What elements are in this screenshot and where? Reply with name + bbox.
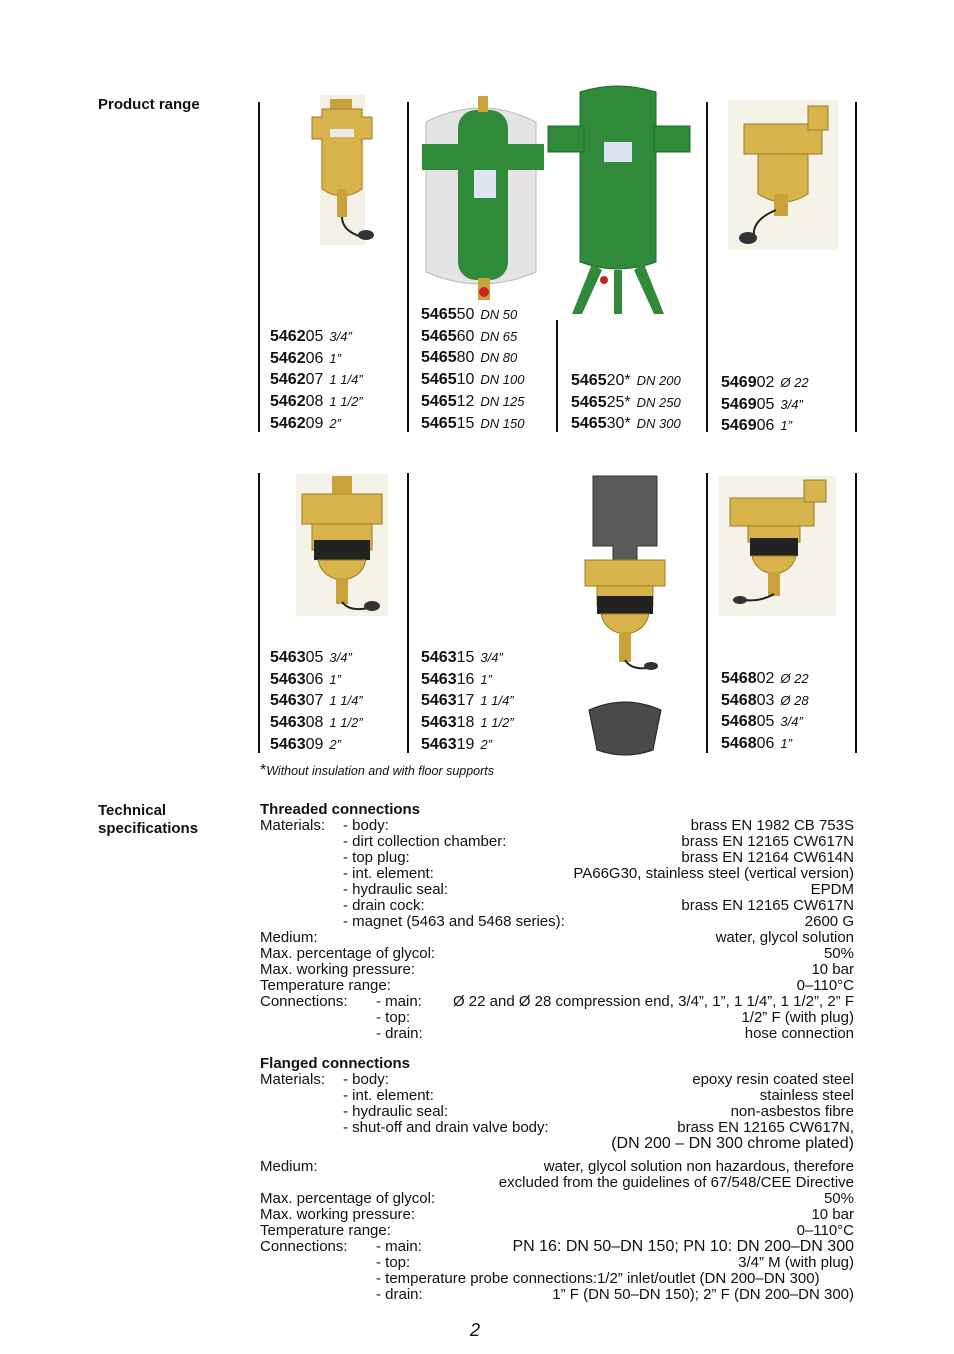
code-size: 1 1/4” xyxy=(329,372,363,388)
flanged-title: Flanged connections xyxy=(260,1055,411,1072)
spec-line xyxy=(260,946,854,962)
code-suffix: 15 xyxy=(456,649,475,666)
code-list-5462 xyxy=(270,326,363,435)
code-suffix: 08 xyxy=(305,714,324,732)
spec-value: brass EN 12165 CW617N xyxy=(681,897,854,914)
code-prefix: 5468 xyxy=(721,735,757,753)
code-size: 3/4” xyxy=(780,396,803,412)
code-prefix: 5468 xyxy=(721,670,757,687)
code-prefix: 5465 xyxy=(421,414,457,432)
code-size: Ø 22 xyxy=(780,671,809,686)
code-size: DN 250 xyxy=(636,394,681,410)
code-size: DN 200 xyxy=(636,373,681,388)
code-size: 1 1/2” xyxy=(329,394,363,410)
spec-line xyxy=(260,818,854,834)
product-range-label: Product range xyxy=(98,96,200,113)
code-size: DN 125 xyxy=(480,393,525,409)
code-size: 1” xyxy=(329,671,341,687)
code-prefix: 5463 xyxy=(270,735,306,753)
code-prefix: 5468 xyxy=(721,691,757,709)
code-prefix: 5465 xyxy=(421,306,457,323)
code-prefix: 5463 xyxy=(270,692,306,710)
spec-label: Max. working pressure: xyxy=(260,1206,416,1223)
medium-value-2: excluded from the guidelines of 67/548/CEE Directive xyxy=(498,1174,854,1191)
code-prefix: 5465 xyxy=(421,371,457,389)
spec-line xyxy=(260,1271,854,1287)
code-size: 1 1/4” xyxy=(329,693,363,709)
code-size: 1 1/2” xyxy=(480,715,514,731)
spec-line xyxy=(260,1088,854,1104)
spec-value: PA66G30, stainless steel (vertical version) xyxy=(573,865,854,882)
dirt-separator-flanged-insulated-image xyxy=(418,92,548,304)
code-suffix: 17 xyxy=(456,692,475,710)
code-size: 1” xyxy=(480,671,492,687)
code-size: 3/4” xyxy=(480,650,503,665)
product-code-row xyxy=(721,711,809,733)
magnetic-dirt-separator-5463-image xyxy=(296,474,388,616)
spec-value: Ø 22 and Ø 28 compression end, 3/4”, 1”, 1 1/4”, 1 1/2”, 2” F xyxy=(452,993,854,1010)
spec-value: 1/2” F (with plug) xyxy=(741,1009,854,1026)
conn-top-value: 3/4” M (with plug) xyxy=(738,1254,854,1271)
spec-label: Medium: xyxy=(260,929,318,946)
code-prefix: 5462 xyxy=(270,414,306,432)
divider xyxy=(556,320,558,432)
conn-drain-label: - drain: xyxy=(376,1286,423,1303)
code-prefix: 5465 xyxy=(571,372,607,389)
conn-probe: - temperature probe connections:1/2” inlet/outlet (DN 200–DN 300) xyxy=(376,1270,820,1287)
code-suffix: 50 xyxy=(456,306,475,323)
code-size: DN 50 xyxy=(480,307,518,322)
spec-sublabel: - shut-off and drain valve body: xyxy=(343,1119,549,1136)
code-prefix: 5465 xyxy=(571,393,607,411)
spec-sublabel: - int. element: xyxy=(343,1087,434,1104)
spec-line xyxy=(260,1223,854,1239)
flanged-materials xyxy=(260,1072,854,1136)
spec-label: Materials: xyxy=(260,817,326,834)
spec-sublabel: - body: xyxy=(343,1071,389,1088)
code-suffix: 09 xyxy=(305,414,324,432)
code-prefix: 5463 xyxy=(270,670,306,688)
code-prefix: 5462 xyxy=(270,328,306,345)
spec-value: 2600 G xyxy=(804,913,854,930)
spec-line xyxy=(260,914,854,930)
product-code-row xyxy=(571,370,681,392)
code-suffix: 08 xyxy=(305,393,324,411)
conn-drain-value: 1” F (DN 50–DN 150); 2” F (DN 200–DN 300) xyxy=(552,1286,854,1303)
code-prefix: 5465 xyxy=(421,327,457,345)
product-code-row xyxy=(421,413,524,435)
divider xyxy=(407,473,409,753)
code-suffix: 06 xyxy=(756,417,775,435)
code-prefix: 5463 xyxy=(421,649,457,666)
product-code-row xyxy=(270,734,363,756)
spec-value: epoxy resin coated steel xyxy=(692,1071,854,1088)
spec-line xyxy=(260,994,854,1010)
divider xyxy=(407,102,409,432)
code-suffix: 19 xyxy=(456,735,475,753)
code-size: 3/4” xyxy=(329,329,352,344)
divider xyxy=(855,102,857,432)
code-suffix: 18 xyxy=(456,714,475,732)
page-number: 2 xyxy=(470,1320,481,1340)
spec-line xyxy=(260,1104,854,1120)
spec-value: 50% xyxy=(823,945,854,962)
spec-line xyxy=(260,1159,854,1175)
code-suffix: 30* xyxy=(606,415,631,433)
spec-sublabel: - dirt collection chamber: xyxy=(343,833,507,850)
spec-value: EPDM xyxy=(810,881,854,898)
spec-value: brass EN 12165 CW617N xyxy=(681,833,854,850)
code-prefix: 5463 xyxy=(421,670,457,688)
spec-sublabel: - main: xyxy=(376,993,422,1010)
spec-value: brass EN 12165 CW617N, xyxy=(677,1119,854,1136)
product-code-row xyxy=(270,690,363,712)
code-prefix: 5462 xyxy=(270,371,306,389)
product-code-row xyxy=(270,326,363,348)
product-code-row xyxy=(421,734,514,756)
code-size: 2” xyxy=(480,736,492,752)
product-code-row xyxy=(721,690,809,712)
spec-sublabel: - magnet (5463 and 5468 series): xyxy=(343,913,565,930)
code-list-5465-large xyxy=(571,370,681,435)
product-code-row xyxy=(421,712,514,734)
spec-sublabel: - hydraulic seal: xyxy=(343,881,449,898)
code-prefix: 5465 xyxy=(421,349,457,367)
code-size: 2” xyxy=(329,736,341,752)
footnote xyxy=(260,762,494,780)
product-code-row xyxy=(270,369,363,391)
spec-label: Max. working pressure: xyxy=(260,961,416,978)
code-size: 1” xyxy=(329,350,341,366)
spec-line xyxy=(260,1175,854,1191)
product-code-row xyxy=(270,413,363,435)
code-suffix: 25* xyxy=(606,393,631,411)
spec-line xyxy=(260,1191,854,1207)
medium-value-1: water, glycol solution non hazardous, therefore xyxy=(543,1158,854,1175)
conn-main-value: PN 16: DN 50–DN 150; PN 10: DN 200–DN 300 xyxy=(512,1238,854,1255)
code-prefix: 5463 xyxy=(270,649,306,666)
code-suffix: 06 xyxy=(305,349,324,367)
code-size: 1 1/4” xyxy=(480,693,514,709)
code-suffix: 80 xyxy=(456,349,475,367)
code-prefix: 5468 xyxy=(721,713,757,731)
spec-line xyxy=(260,834,854,850)
spec-sublabel: - drain: xyxy=(376,1025,423,1042)
spec-label: Max. percentage of glycol: xyxy=(260,945,436,962)
product-code-row xyxy=(421,326,524,348)
spec-sublabel: - int. element: xyxy=(343,865,434,882)
divider xyxy=(855,473,857,753)
code-prefix: 5462 xyxy=(270,349,306,367)
code-size: DN 65 xyxy=(480,328,518,344)
product-code-row xyxy=(270,647,363,669)
code-suffix: 10 xyxy=(456,371,475,389)
divider xyxy=(706,473,708,753)
code-size: Ø 22 xyxy=(780,375,809,390)
code-size: DN 80 xyxy=(480,350,518,366)
flanged-connections-spec xyxy=(260,1056,854,1303)
conn-top-label: - top: xyxy=(376,1254,411,1271)
threaded-lines xyxy=(260,818,854,1042)
spec-value: 0–110°C xyxy=(796,977,854,994)
product-code-row xyxy=(571,413,681,435)
product-code-row xyxy=(421,304,524,326)
code-size: 1” xyxy=(780,736,792,752)
code-suffix: 12 xyxy=(456,392,475,410)
code-suffix: 05 xyxy=(756,395,775,413)
code-size: Ø 28 xyxy=(780,692,809,708)
product-code-row xyxy=(721,415,809,437)
code-size: DN 300 xyxy=(636,416,681,432)
code-size: DN 150 xyxy=(480,415,525,431)
code-suffix: 02 xyxy=(756,670,775,687)
code-prefix: 5465 xyxy=(571,415,607,433)
code-size: 1 1/2” xyxy=(329,715,363,731)
code-suffix: 05 xyxy=(305,328,324,345)
spec-sublabel: - hydraulic seal: xyxy=(343,1103,449,1120)
code-suffix: 16 xyxy=(456,670,475,688)
connections-label: Connections: xyxy=(260,1238,348,1255)
divider xyxy=(258,102,260,432)
spec-label: Connections: xyxy=(260,993,348,1010)
code-suffix: 06 xyxy=(305,670,324,688)
code-suffix: 03 xyxy=(756,691,775,709)
product-code-row xyxy=(270,391,363,413)
divider xyxy=(258,473,260,753)
spec-value: water, glycol solution xyxy=(715,929,854,946)
spec-value: 10 bar xyxy=(811,1206,854,1223)
spec-line xyxy=(260,1287,854,1303)
code-prefix: 5469 xyxy=(721,395,757,413)
spec-line xyxy=(260,962,854,978)
product-code-row xyxy=(421,347,524,369)
spec-line xyxy=(260,978,854,994)
footnote-text: Without insulation and with floor supports xyxy=(266,764,495,778)
code-suffix: 09 xyxy=(305,735,324,753)
spec-line xyxy=(260,1010,854,1026)
spec-label: Temperature range: xyxy=(260,977,391,994)
spec-line xyxy=(260,1072,854,1088)
code-size: 2” xyxy=(329,415,341,431)
threaded-title: Threaded connections xyxy=(260,801,421,818)
code-prefix: 5463 xyxy=(421,692,457,710)
spec-line xyxy=(260,1255,854,1271)
medium-label: Medium: xyxy=(260,1158,318,1175)
dirt-separator-flanged-large-image xyxy=(540,84,698,320)
spec-label: Temperature range: xyxy=(260,1222,391,1239)
product-code-row xyxy=(721,733,809,755)
flanged-rest xyxy=(260,1191,854,1239)
spec-label: Max. percentage of glycol: xyxy=(260,1190,436,1207)
code-list-5469 xyxy=(721,372,809,437)
code-suffix: 02 xyxy=(756,374,775,391)
code-suffix: 07 xyxy=(305,371,324,389)
code-size: 1” xyxy=(780,418,792,434)
spec-line xyxy=(260,1136,854,1156)
product-code-row xyxy=(270,669,363,691)
code-list-5463-b xyxy=(421,647,514,756)
spec-label: Materials: xyxy=(260,1071,326,1088)
code-suffix: 60 xyxy=(456,327,475,345)
spec-sublabel: - body: xyxy=(343,817,389,834)
spec-line xyxy=(260,1239,854,1255)
product-code-row xyxy=(270,348,363,370)
divider xyxy=(706,102,708,432)
footnote-star: * xyxy=(260,762,267,779)
spec-line xyxy=(260,866,854,882)
spec-value: hose connection xyxy=(744,1025,854,1042)
product-code-row xyxy=(421,690,514,712)
spec-value: stainless steel xyxy=(759,1087,854,1104)
code-suffix: 20* xyxy=(606,372,631,389)
spec-value: 0–110°C xyxy=(796,1222,854,1239)
spec-value: 10 bar xyxy=(811,961,854,978)
code-prefix: 5463 xyxy=(421,714,457,732)
product-code-row xyxy=(721,394,809,416)
code-prefix: 5462 xyxy=(270,393,306,411)
code-prefix: 5463 xyxy=(270,714,306,732)
code-size: 3/4” xyxy=(780,714,803,730)
spec-line xyxy=(260,850,854,866)
product-code-row xyxy=(721,668,809,690)
code-prefix: 5469 xyxy=(721,417,757,435)
code-suffix: 07 xyxy=(305,692,324,710)
specifications-label: specifications xyxy=(98,820,199,837)
spec-value: 50% xyxy=(823,1190,854,1207)
code-list-5468 xyxy=(721,668,809,755)
spec-line xyxy=(260,882,854,898)
product-code-row xyxy=(721,372,809,394)
technical-label: Technical xyxy=(98,802,167,819)
code-prefix: 5463 xyxy=(421,735,457,753)
code-size: 3/4” xyxy=(329,650,352,665)
product-code-row xyxy=(421,369,524,391)
spec-line xyxy=(260,898,854,914)
code-suffix: 05 xyxy=(756,713,775,731)
product-code-row xyxy=(270,712,363,734)
spec-value: brass EN 12164 CW614N xyxy=(681,849,854,866)
product-code-row xyxy=(421,669,514,691)
code-list-5463-a xyxy=(270,647,363,756)
spec-value: brass EN 1982 CB 753S xyxy=(690,817,854,834)
spec-line xyxy=(260,1207,854,1223)
code-prefix: 5469 xyxy=(721,374,757,391)
conn-main-label: - main: xyxy=(376,1238,422,1255)
code-suffix: 05 xyxy=(305,649,324,666)
product-code-row xyxy=(421,647,514,669)
spec-line xyxy=(260,1120,854,1136)
chrome-note: (DN 200 – DN 300 chrome plated) xyxy=(611,1135,854,1152)
spec-line xyxy=(260,930,854,946)
product-code-row xyxy=(421,391,524,413)
code-suffix: 06 xyxy=(756,735,775,753)
code-size: DN 100 xyxy=(480,372,525,388)
code-prefix: 5465 xyxy=(421,392,457,410)
spec-line xyxy=(260,1026,854,1042)
code-list-5465-small xyxy=(421,304,524,434)
spec-value: non-asbestos fibre xyxy=(730,1103,854,1120)
spec-sublabel: - top: xyxy=(376,1009,411,1026)
spec-sublabel: - top plug: xyxy=(343,849,410,866)
magnetic-dirt-separator-insulated-image xyxy=(575,470,675,762)
dirt-separator-5469-image xyxy=(728,100,838,250)
spec-sublabel: - drain cock: xyxy=(343,897,425,914)
product-code-row xyxy=(571,392,681,414)
threaded-connections-spec xyxy=(260,802,854,1042)
magnetic-dirt-separator-5468-image xyxy=(718,476,836,616)
dirt-separator-5462-image xyxy=(300,95,385,245)
code-suffix: 15 xyxy=(456,414,475,432)
